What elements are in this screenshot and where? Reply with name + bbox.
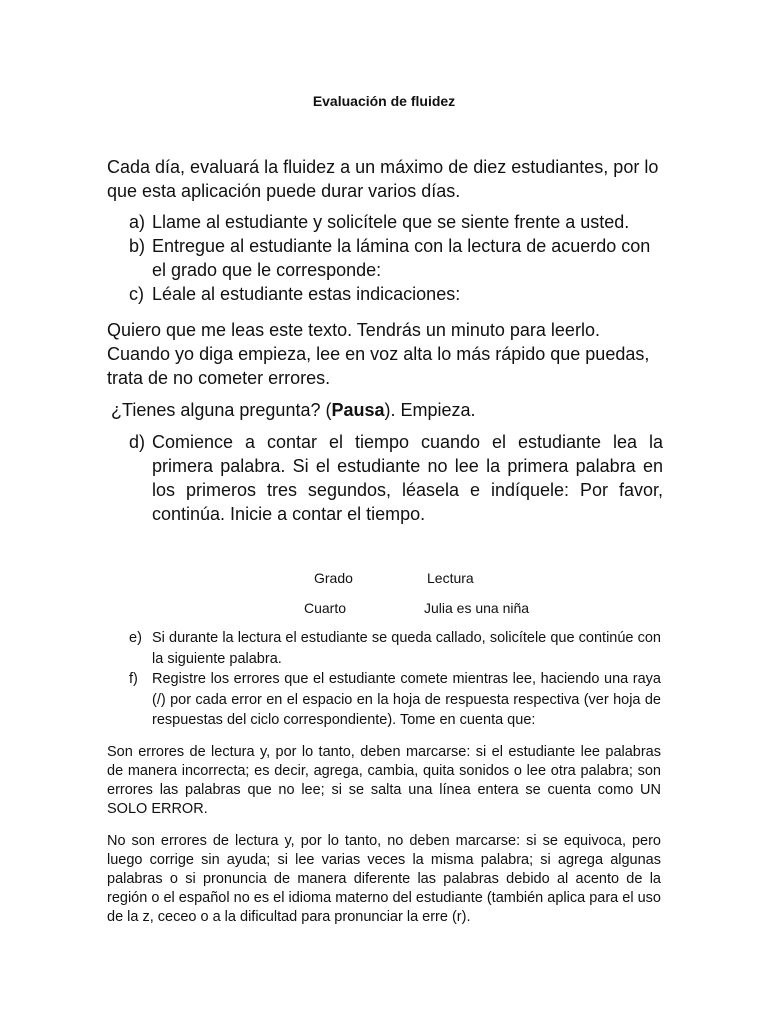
list-item	[129, 210, 663, 234]
list-item	[129, 234, 663, 282]
reading-value: Julia es una niña	[424, 600, 530, 616]
list-marker: d)	[129, 432, 146, 452]
list-marker: a)	[129, 212, 146, 232]
list-item-text: Comience a contar el tiempo cuando el estudiante lea la primera palabra. Si el estudiante no lee la primera palabra en los primeros tres segundos, léasela e indíquele: Por favor, continúa. Inicie a contar el tiempo.	[152, 432, 663, 524]
list-marker: f)	[129, 671, 138, 687]
list-item-text: Llame al estudiante y solicítele que se siente frente a usted.	[152, 212, 630, 232]
grade-table	[0, 569, 768, 619]
grade-header: Grado	[314, 570, 353, 586]
list-item	[129, 430, 663, 526]
list-item	[129, 628, 661, 669]
reading-header: Lectura	[427, 570, 474, 586]
errors-paragraph: Son errores de lectura y, por lo tanto, deben marcarse: si el estudiante lee palabras de manera incorrecta; es decir, agrega, cambia, quita sonidos o lee otra palabra; son errores las palabras que no lee; si se salta una línea entera se cuenta como UN SOLO ERROR.	[107, 744, 661, 817]
grade-value: Cuarto	[304, 600, 347, 616]
list-item-text: Registre los errores que el estudiante comete mientras lee, haciendo una raya (/) por cada error en el espacio en la hoja de respuesta respectiva (ver hoja de respuestas del ciclo correspondiente). Tome en cuenta que:	[152, 671, 661, 728]
list-item	[129, 669, 661, 731]
list-item-text: Léale al estudiante estas indicaciones:	[152, 284, 461, 304]
question-text-before: ¿Tienes alguna pregunta? (	[111, 400, 332, 420]
document-title: Evaluación de fluidez	[312, 93, 456, 109]
question-line	[111, 398, 667, 422]
list-item-text: Si durante la lectura el estudiante se queda callado, solicítele que continúe con la siguiente palabra.	[152, 630, 661, 667]
list-marker: e)	[129, 630, 142, 646]
steps-list-3	[129, 628, 661, 731]
list-item-text: Entregue al estudiante la lámina con la lectura de acuerdo con el grado que le corresponde:	[152, 236, 651, 280]
question-text-after: ). Empieza.	[384, 400, 476, 420]
steps-list-1	[129, 210, 663, 306]
steps-list-2	[129, 430, 663, 526]
list-marker: b)	[129, 236, 146, 256]
list-marker: c)	[129, 284, 144, 304]
reading-instructions: Quiero que me leas este texto. Tendrás un minuto para leerlo. Cuando yo diga empieza, lee en voz alta lo más rápido que puedas, trata de no cometer errores.	[107, 320, 650, 388]
intro-paragraph: Cada día, evaluará la fluidez a un máximo de diez estudiantes, por lo que esta aplicación puede durar varios días.	[107, 157, 659, 201]
question-pause-bold: Pausa	[331, 400, 385, 420]
list-item	[129, 282, 663, 306]
non-errors-paragraph: No son errores de lectura y, por lo tanto, no deben marcarse: si se equivoca, pero luego corrige sin ayuda; si lee varias veces la misma palabra; si agrega algunas palabras o si pronuncia de manera diferente las palabras debido al acento de la región o el español no es el idioma materno del estudiante (también aplica para el uso de la z, ceceo o a la dificultad para pronunciar la erre (r).	[107, 833, 661, 925]
